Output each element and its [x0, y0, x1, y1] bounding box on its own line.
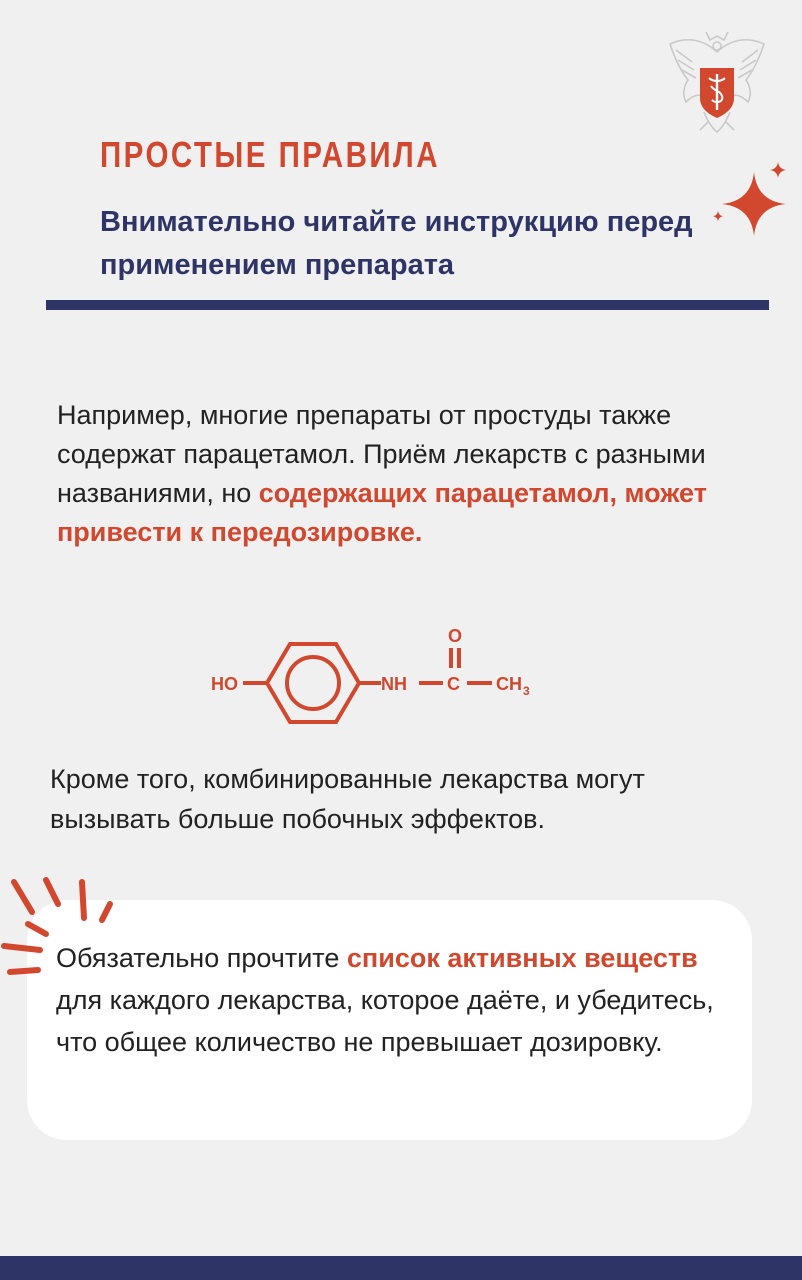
callout-text-end: для каждого лекарства, которое даёте, и убедитесь, что общее количество не превышает дозировку. — [56, 985, 714, 1057]
page-subtitle: Внимательно читайте инструкцию перед применением препарата — [100, 206, 693, 281]
paracetamol-formula — [205, 622, 545, 726]
rospotrebnadzor-emblem-icon — [664, 26, 770, 136]
callout-text-start: Обязательно прочтите — [56, 943, 347, 973]
side-effects-paragraph: Кроме того, комбинированные лекарства могут вызывать больше побочных эффектов. — [50, 764, 645, 834]
formula-c-label: C — [447, 674, 460, 694]
page-title: ПРОСТЫЕ ПРАВИЛА — [100, 134, 440, 175]
formula-ring-circle — [287, 657, 339, 709]
title-divider — [46, 300, 769, 310]
example-text: Например, многие препараты от простуды также содержат парацетамол. Приём лекарств с разными названиями, но — [57, 400, 706, 508]
formula-ch-label: CH — [496, 674, 522, 694]
example-highlight: содержащих парацетамол, может привести к передозировке. — [57, 478, 707, 547]
callout-text — [56, 937, 746, 1063]
sparkle-icon — [708, 158, 798, 240]
callout-highlight: список активных веществ — [346, 943, 698, 973]
formula-nh-label: NH — [381, 674, 407, 694]
example-paragraph — [57, 396, 777, 552]
formula-ho-label: HO — [211, 674, 238, 694]
formula-subscript: 3 — [523, 684, 530, 698]
footer-bar — [0, 1256, 802, 1280]
formula-o-label: O — [448, 626, 463, 646]
